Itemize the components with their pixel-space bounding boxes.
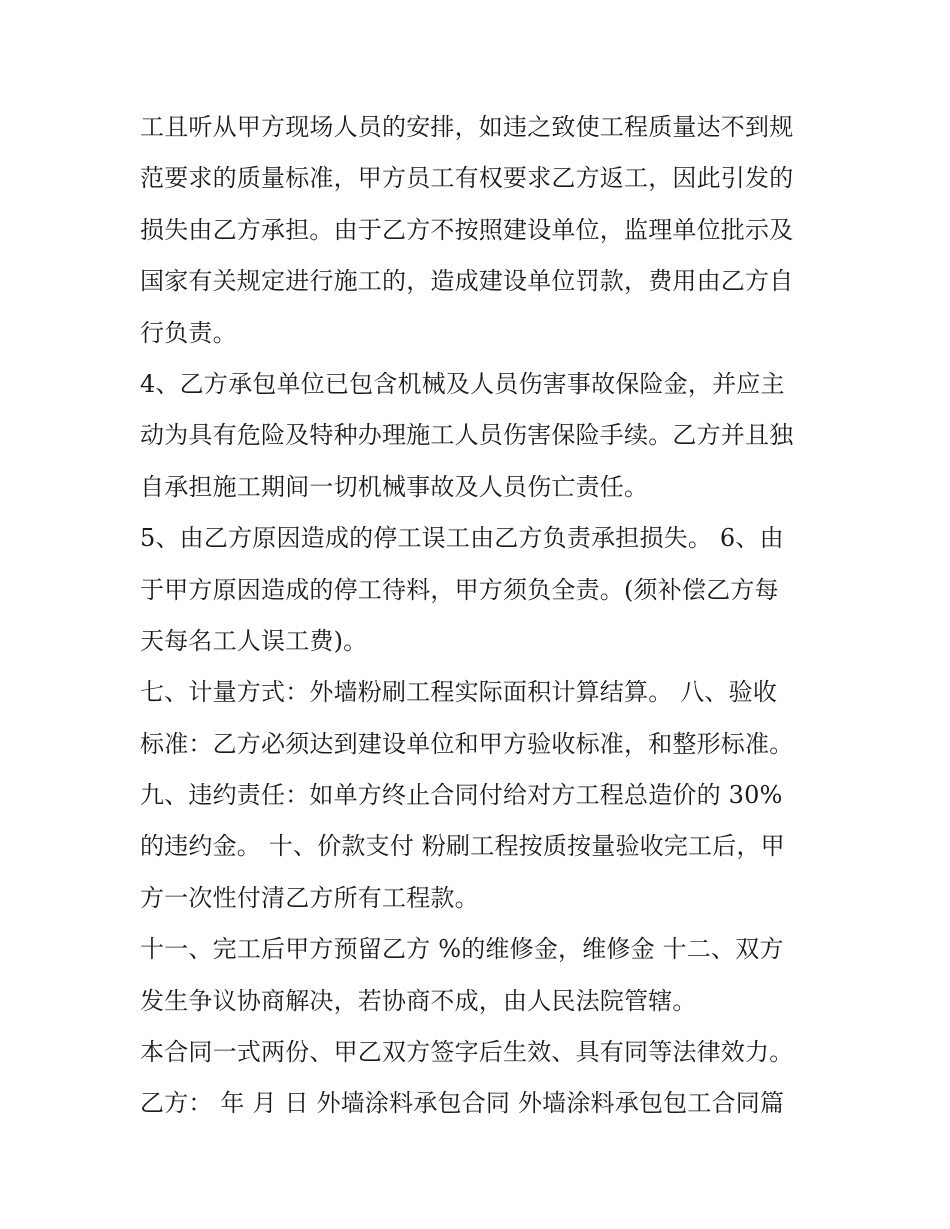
text-line: 于甲方原因造成的停工待料，甲方须负全责。(须补偿乙方每 [140,575,779,604]
text-line: 天每名工人误工费)。 [140,626,368,655]
text-line: 方一次性付清乙方所有工程款。 [140,883,479,912]
text-line: 标准：乙方必须达到建设单位和甲方验收标准，和整形标准。 [140,729,794,758]
text-line: 七、计量方式：外墙粉刷工程实际面积计算结算。 八、验收 [140,678,778,707]
text-line: 九、违约责任：如单方终止合同付给对方工程总造价的 30% [140,781,783,810]
text-line: 工且听从甲方现场人员的安排，如违之致使工程质量达不到规 [140,113,794,141]
contract-body-text [140,102,812,1130]
text-line: 行负责。 [140,318,237,347]
text-line: 范要求的质量标准，甲方员工有权要求乙方返工，因此引发的 [140,164,794,193]
text-line: 4、乙方承包单位已包含机械及人员伤害事故保险金，并应主 [140,369,785,398]
text-line: 损失由乙方承担。由于乙方不按照建设单位，监理单位批示及 [140,215,794,244]
text-line: 的违约金。 十、价款支付 粉刷工程按质按量验收完工后，甲 [140,832,785,861]
text-line: 国家有关规定进行施工的，造成建设单位罚款，费用由乙方自 [140,267,794,296]
text-line: 5、由乙方原因造成的停工误工由乙方负责承担损失。 6、由 [140,524,784,553]
text-line: 自承担施工期间一切机械事故及人员伤亡责任。 [140,472,649,501]
text-line: 动为具有危险及特种办理施工人员伤害保险手续。乙方并且独 [140,421,794,450]
text-line: 发生争议协商解决，若协商不成，由人民法院管辖。 [140,986,697,1015]
text-line: 乙方： 年 月 日 外墙涂料承包合同 外墙涂料承包包工合同篇 [140,1089,785,1118]
text-line: 十一、完工后甲方预留乙方 %的维修金，维修金 十二、双方 [140,935,784,964]
text-line: 本合同一式两份、甲乙双方签字后生效、具有同等法律效力。 [140,1038,794,1067]
